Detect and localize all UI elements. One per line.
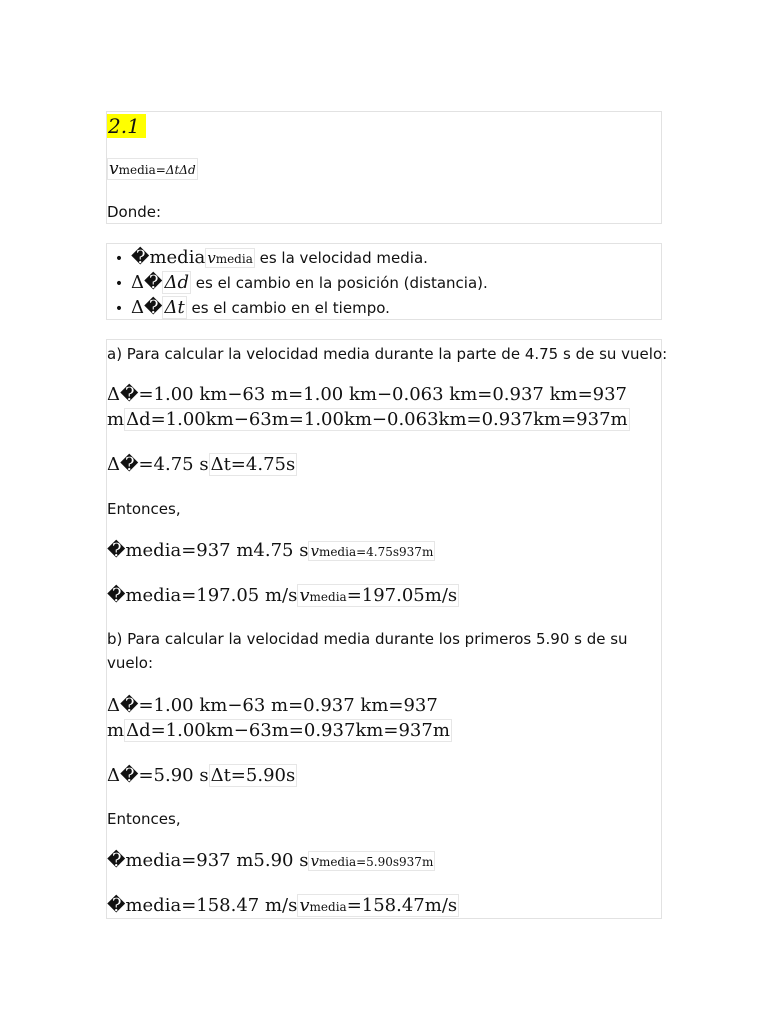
part-a-velocity-formula: �media=937 m4.75 s vmedia=4.75s937m [107,540,434,561]
part-a-entonces: Entonces, [107,500,181,518]
part-a-distance-line1: Δ�=1.00 km−63 m=1.00 km−0.063 km=0.937 km=937 [107,384,628,405]
part-b-distance-line2: m Δd=1.00km−63m=0.937km=937m [107,720,450,741]
solution-box [106,339,668,919]
heading-number: 2.1 [107,114,146,138]
part-a-time: Δ�=4.75 s Δt=4.75s [107,454,296,475]
part-a-result: �media=197.05 m/s vmedia=197.05m/s [107,585,458,606]
velocity-formula [107,159,198,179]
part-b-intro-line1: b) Para calcular la velocidad media durante los primeros 5.90 s de su [107,630,628,648]
part-a-intro: a) Para calcular la velocidad media durante la parte de 4.75 s de su vuelo: [107,345,668,363]
definition-item-time: • Δ� Δt es el cambio en el tiempo. [107,297,390,318]
part-b-entonces: Entonces, [107,810,181,828]
part-b-intro-line2: vuelo: [107,654,154,672]
part-b-velocity-formula: �media=937 m5.90 s vmedia=5.90s937m [107,850,434,871]
definition-item-velocity: • �media vmedia es la velocidad media. [107,247,428,268]
part-b-distance-line1: Δ�=1.00 km−63 m=0.937 km=937 [107,695,438,716]
formula-shadow: vmedia=ΔtΔd [109,159,196,179]
definitions-box [106,243,662,320]
section-header-box [106,111,662,224]
donde-label: Donde: [107,203,162,221]
bullet-icon: • [114,251,124,267]
part-b-time: Δ�=5.90 s Δt=5.90s [107,765,296,786]
part-a-distance-line2: m Δd=1.00km−63m=1.00km−0.063km=0.937km=937m [107,409,628,430]
definition-item-distance: • Δ� Δd es el cambio en la posición (distancia). [107,272,488,293]
part-b-result: �media=158.47 m/s vmedia=158.47m/s [107,895,458,916]
section-heading [107,114,146,138]
bullet-icon: • [114,301,124,317]
bullet-icon: • [114,276,124,292]
